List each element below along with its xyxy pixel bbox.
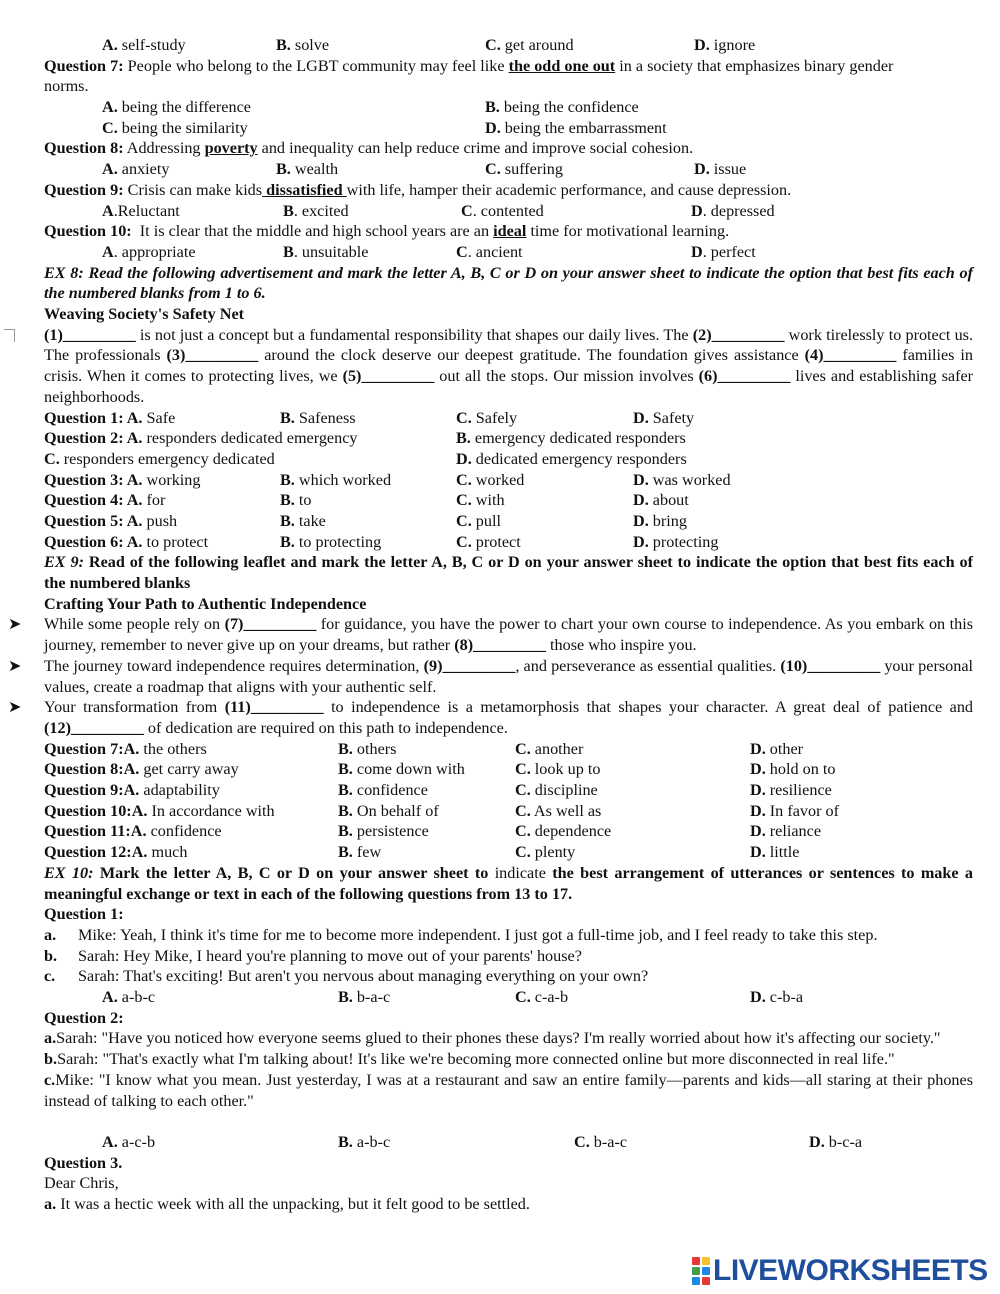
ex9-title: Crafting Your Path to Authentic Independence (44, 594, 367, 613)
ex9-q10-option-b[interactable]: On behalf of (356, 801, 439, 820)
q6-options: A. self-study B. solve C. get around D. ignore (102, 36, 756, 54)
ex9-q9-option-d[interactable]: resilience (769, 781, 832, 800)
ex10-q3-greeting: Dear Chris, (44, 1174, 119, 1193)
q10-option-b[interactable]: unsuitable (301, 242, 369, 261)
blank-12[interactable]: _________ (70, 719, 144, 737)
q9-options: A.Reluctant B. excited C. contented D. depressed (102, 201, 775, 220)
ex10-q1-option-b[interactable]: b-a-c (356, 988, 391, 1006)
ex9-q10-option-c[interactable]: As well as (533, 801, 602, 820)
ex9-question-10: Question 10:A. In accordance with B. On behalf of C. As well as D. In favor of (44, 801, 840, 820)
ex8-title: Weaving Society's Safety Net (44, 305, 245, 324)
q8-option-d[interactable]: issue (713, 160, 747, 179)
ex8-question-5: Question 5: A. push B. take C. pull D. bring (44, 512, 687, 530)
ex9-q8-option-c[interactable]: look up to (534, 760, 601, 779)
ex10-q1-line-b: b. Sarah: Hey Mike, I heard you're planning to move out of your parents' house? (44, 946, 582, 965)
ex8-q5-option-a[interactable]: push (146, 512, 178, 530)
ex8-q3-option-d[interactable]: was worked (652, 470, 731, 489)
blank-6[interactable]: _________ (717, 367, 791, 386)
ex8-q3-option-b[interactable]: which worked (298, 470, 392, 489)
logo-squares-icon (692, 1257, 710, 1285)
ex9-question-8: Question 8:A. get carry away B. come down with C. look up to D. hold on to (44, 760, 836, 779)
ex8-question-4: Question 4: A. for B. to C. with D. about (44, 491, 689, 510)
ex8-question-6: Question 6: A. to protect B. to protecting C. protect D. protecting (44, 532, 719, 551)
ex9-q7-option-b[interactable]: others (356, 739, 397, 758)
ex10-q3-line-a: a. It was a hectic week with all the unpacking, but it felt good to be settled. (44, 1194, 530, 1213)
ex10-q1-option-a[interactable]: a-b-c (121, 988, 156, 1006)
q7-option-d[interactable]: being the embarrassment (504, 118, 667, 137)
ex9-q12-option-a[interactable]: much (151, 843, 188, 862)
ex10-q1-options: A. a-b-c B. b-a-c C. c-a-b D. c-b-a (102, 988, 804, 1006)
ex8-q4-option-c[interactable]: with (475, 491, 505, 510)
ex9-q11-option-d[interactable]: reliance (769, 822, 822, 841)
q7-option-a[interactable]: being the difference (121, 98, 251, 117)
arrow-bullet-icon: ➤ (8, 656, 22, 675)
ex9-q12-option-b[interactable]: few (356, 843, 382, 862)
ex10-q1-option-c[interactable]: c-a-b (534, 988, 569, 1006)
ex9-q10-option-d[interactable]: In favor of (769, 801, 840, 820)
ex8-q2-option-c[interactable]: responders emergency dedicated (63, 449, 275, 468)
ex9-q9-option-a[interactable]: adaptability (143, 781, 220, 800)
blank-3[interactable]: _________ (185, 346, 259, 365)
q8-option-a[interactable]: anxiety (121, 160, 170, 179)
ex10-q1-option-d[interactable]: c-b-a (769, 988, 804, 1006)
q7-options-cd: C. being the similarity D. being the embarrassment (102, 118, 667, 137)
q10-options: A. appropriate B. unsuitable C. ancient D. perfect (102, 242, 756, 261)
ex9-q11-option-a[interactable]: confidence (150, 822, 222, 841)
q7-stem-cont: norms. (44, 77, 89, 96)
ex8-q6-option-c[interactable]: protect (475, 532, 521, 551)
ex9-q7-option-a[interactable]: the others (143, 739, 207, 758)
ex9-question-12: Question 12:A. much B. few C. plenty D. little (44, 843, 800, 862)
q8-option-b[interactable]: wealth (294, 160, 339, 179)
q10-option-a[interactable]: appropriate (121, 242, 196, 261)
ex8-passage: (1)_________ is not just a concept but a fundamental responsibility that shapes our daily lives. The (2)_________ work tirelessly to protect us. The professionals (3)_________ around the clock deserve our deepest gratitude. The foundation gives assistance (4)_________ families in crisis. When it comes to protecting lives, we (5)_________ out all the stops. Our mission involves (6)_________ lives and establishing safer neighborhoods. (44, 325, 974, 406)
q6-option-c[interactable]: get around (504, 36, 574, 54)
worksheet-page (8, 35, 974, 1215)
ex8-q1-option-c[interactable]: Safely (475, 408, 518, 427)
arrow-bullet-icon: ➤ (8, 615, 22, 634)
q6-option-a[interactable]: self-study (121, 36, 186, 54)
ex9-q12-option-c[interactable]: plenty (534, 843, 576, 862)
ex9-q10-option-a[interactable]: In accordance with (151, 801, 275, 820)
ex10-q2-option-a[interactable]: a-c-b (121, 1132, 156, 1151)
ex10-q2-option-b[interactable]: a-b-c (356, 1132, 391, 1151)
blank-5[interactable]: _________ (361, 367, 435, 386)
ex8-q5-option-b[interactable]: take (298, 512, 326, 530)
ex8-heading: EX 8: Read the following advertisement and mark the letter A, B, C or D on your answer sheet to indicate the option that best fits each of the numbered blanks from 1 to 6. (44, 263, 973, 303)
ex8-q4-option-b[interactable]: to (298, 491, 312, 510)
q9-option-b[interactable]: excited (301, 201, 349, 220)
ex9-q8-option-a[interactable]: get carry away (143, 760, 239, 779)
ex8-question-2-cd: C. responders emergency dedicated D. dedicated emergency responders (44, 449, 687, 468)
q9-option-d[interactable]: depressed (710, 201, 775, 220)
q10-option-d[interactable]: perfect (710, 242, 756, 261)
liveworksheets-logo[interactable] (692, 1253, 988, 1287)
q8-stem: Question 8: Addressing poverty and inequality can help reduce crime and improve social cohesion. (44, 139, 694, 158)
blank-7[interactable]: _________ (243, 615, 317, 634)
ex8-q5-option-c[interactable]: pull (475, 512, 501, 530)
ex8-question-2: Question 2: A. responders dedicated emergency B. emergency dedicated responders (44, 429, 686, 448)
q6-option-d[interactable]: ignore (713, 36, 756, 54)
q9-option-c[interactable]: contented (480, 201, 544, 220)
ex9-q7-option-d[interactable]: other (769, 739, 804, 758)
arrow-bullet-icon: ➤ (8, 698, 22, 717)
ex9-q8-option-b[interactable]: come down with (356, 760, 465, 779)
ex8-q3-option-a[interactable]: working (146, 470, 201, 489)
ex9-question-7: Question 7:A. the others B. others C. another D. other (44, 739, 804, 758)
ex10-q2-option-c[interactable]: b-a-c (593, 1132, 628, 1151)
ex8-question-1: Question 1: A. Safe B. Safeness C. Safely D. Safety (44, 408, 695, 427)
logo-text: LIVEWORKSHEETS (713, 1253, 988, 1287)
q9-stem: Question 9: Crisis can make kids dissatisfied with life, hamper their academic performance, and cause depression. (44, 180, 792, 199)
ex9-bullet-3: ➤ Your transformation from (11)_________ to independence is a metamorphosis that shapes your character. A great deal of patience and (12)_________ of dedication are required on this path to independence. (8, 698, 974, 737)
q8-options: A. anxiety B. wealth C. suffering D. issue (102, 160, 747, 179)
ex8-q2-option-d[interactable]: dedicated emergency responders (475, 449, 687, 468)
ex8-q1-option-d[interactable]: Safety (652, 408, 695, 427)
blank-2[interactable]: _________ (711, 325, 785, 344)
spacer (44, 1111, 973, 1132)
blank-9[interactable]: _________ (442, 656, 516, 675)
ex9-heading: EX 9: Read of the following leaflet and mark the letter A, B, C or D on your answer sheet to indicate the option that best fits each of the numbered blanks (44, 553, 973, 593)
ex9-bullet-2: ➤ The journey toward independence requires determination, (9)_________, and perseverance as essential qualities. (10)_________ your personal values, create a roadmap that aligns with your authentic self. (8, 656, 974, 696)
q9-option-a[interactable]: Reluctant (117, 201, 180, 220)
ex8-q6-option-d[interactable]: protecting (652, 532, 719, 551)
ex10-q2-option-d[interactable]: b-c-a (828, 1132, 863, 1151)
ex8-q6-option-b[interactable]: to protecting (298, 532, 382, 551)
ex10-q3-label: Question 3. (44, 1153, 123, 1172)
q10-option-c[interactable]: ancient (475, 242, 523, 261)
ex9-q7-option-c[interactable]: another (534, 739, 584, 758)
blank-1[interactable]: _________ (62, 325, 136, 344)
blank-4[interactable]: _________ (823, 346, 897, 365)
ex9-bullet-1: ➤ While some people rely on (7)_________ for guidance, you have the power to chart your own course to independence. As you embark on this journey, remember to never give up on your dreams, but rather (8)_________ those who inspire you. (8, 615, 973, 655)
ex8-q1-option-b[interactable]: Safeness (298, 408, 356, 427)
ex10-q2-line-a: a.Sarah: "Have you noticed how everyone seems glued to their phones these days? I'm really worried about how it's affecting our society." (44, 1029, 941, 1048)
q7-option-b[interactable]: being the confidence (503, 98, 639, 117)
blank-10[interactable]: _________ (807, 656, 881, 675)
q8-option-c[interactable]: suffering (504, 160, 563, 179)
blank-11[interactable]: _________ (250, 698, 324, 717)
ex9-q8-option-d[interactable]: hold on to (769, 760, 836, 779)
q7-stem: Question 7: People who belong to the LGBT community may feel like the odd one out in a society that emphasizes binary gender (44, 56, 894, 75)
ex9-q9-option-c[interactable]: discipline (534, 781, 598, 800)
ex9-q11-option-b[interactable]: persistence (356, 822, 429, 841)
ex8-q6-option-a[interactable]: to protect (146, 532, 209, 551)
ex10-q2-label: Question 2: (44, 1008, 124, 1027)
ex8-question-3: Question 3: A. working B. which worked C. worked D. was worked (44, 470, 731, 489)
ex10-q2-options: A. a-c-b B. a-b-c C. b-a-c D. b-c-a (102, 1132, 863, 1151)
ex8-q2-option-b[interactable]: emergency dedicated responders (474, 429, 686, 448)
ex10-q1-label: Question 1: (44, 905, 124, 924)
ex9-question-9: Question 9:A. adaptability B. confidence C. discipline D. resilience (44, 781, 832, 800)
ex9-q11-option-c[interactable]: dependence (534, 822, 612, 841)
q7-option-c[interactable]: being the similarity (121, 118, 248, 137)
ex8-q2-option-a[interactable]: responders dedicated emergency (146, 429, 358, 448)
q7-options-ab: A. being the difference B. being the confidence (102, 98, 639, 117)
q6-option-b[interactable]: solve (294, 36, 330, 54)
q10-stem: Question 10: It is clear that the middle and high school years are an ideal time for motivational learning. (44, 222, 730, 241)
ex8-q1-option-a[interactable]: Safe (146, 408, 176, 427)
ex8-q4-option-a[interactable]: for (146, 491, 166, 510)
ex10-q2-line-c: c.Mike: "I know what you mean. Just yesterday, I was at a restaurant and saw an entire family—parents and kids—all staring at their phones instead of talking to each other." (44, 1070, 973, 1110)
ex8-q4-option-d[interactable]: about (652, 491, 689, 510)
ex10-heading: EX 10: Mark the letter A, B, C or D on your answer sheet to indicate the best arrangement of utterances or sentences to make a meaningful exchange or text in each of the following questions from 13 to 17. (44, 863, 973, 903)
ex8-q3-option-c[interactable]: worked (475, 470, 525, 489)
ex9-q9-option-b[interactable]: confidence (356, 781, 428, 800)
ex10-q1-line-c: c. Sarah: That's exciting! But aren't you nervous about managing everything on your own? (44, 967, 649, 986)
margin-mark (4, 329, 15, 342)
ex9-question-11: Question 11:A. confidence B. persistence C. dependence D. reliance (44, 822, 822, 841)
ex8-q5-option-d[interactable]: bring (652, 512, 687, 530)
ex9-q12-option-d[interactable]: little (769, 843, 800, 862)
ex10-q1-line-a: a. Mike: Yeah, I think it's time for me to become more independent. I just got a full-time job, and I feel ready to take this step. (44, 925, 878, 944)
blank-8[interactable]: _________ (473, 636, 546, 655)
ex10-q2-line-b: b.Sarah: "That's exactly what I'm talking about! It's like we're becoming more connected online but more disconnected in real life." (44, 1050, 895, 1069)
